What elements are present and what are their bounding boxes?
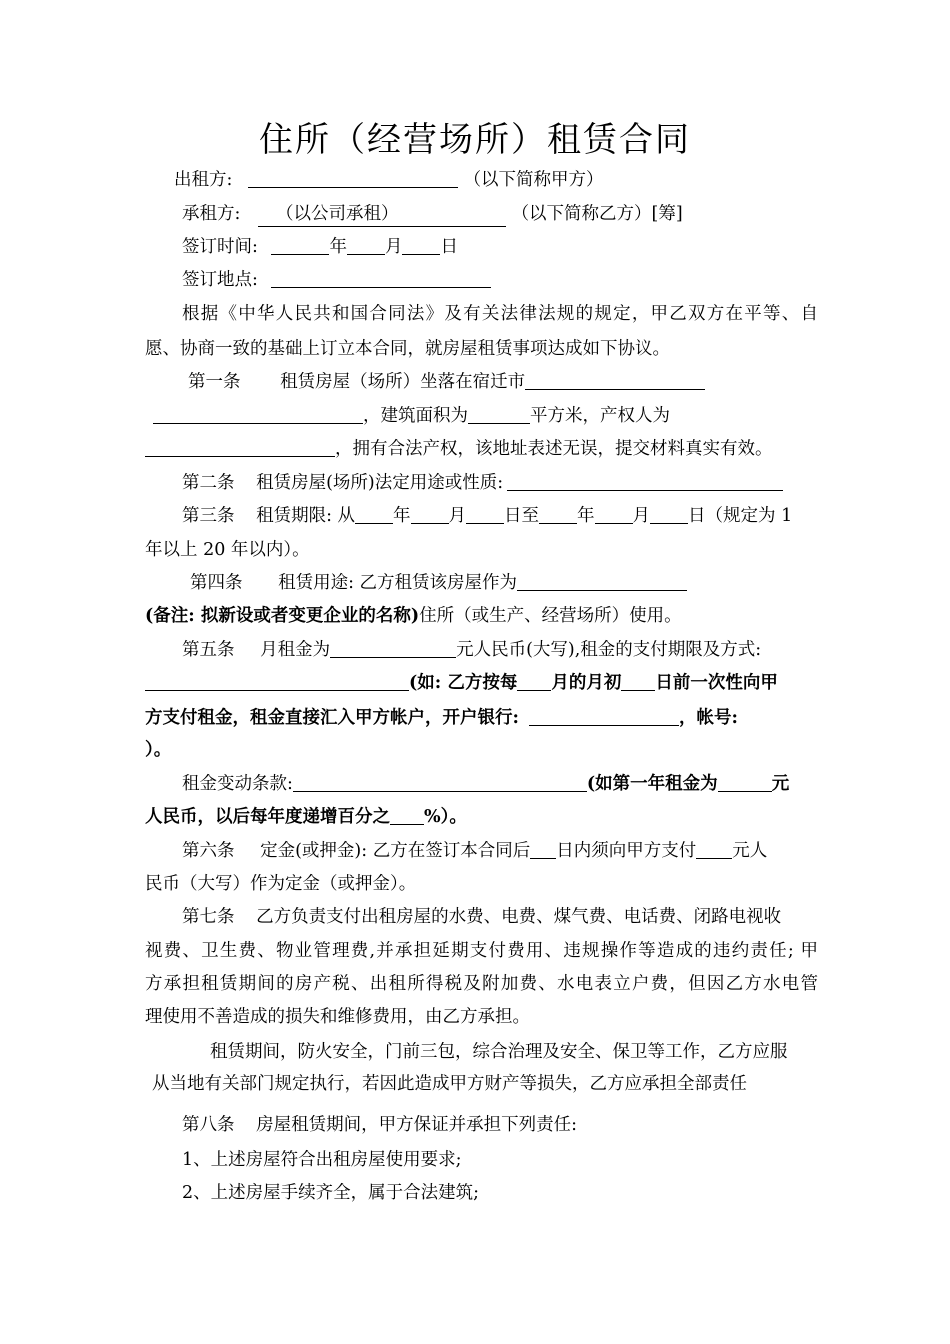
sign-date-label: 签订时间: [182,237,258,257]
article-3-end-month-blank[interactable] [595,505,633,524]
article-3-note-b: 年以上 20 年以内）。 [145,540,310,560]
sign-month-unit: 月 [384,237,403,257]
article-3-year-2: 年 [577,506,595,526]
article-7-line-2: 视费、卫生费、物业管理费,并承担延期支付费用、违规操作等造成的违约责任; 甲 [145,941,818,961]
article-8-item-1: 1、上述房屋符合出租房屋使用要求; [182,1150,462,1170]
article-3-head: 第三条 [182,506,235,526]
article-5-c2: 元 [771,774,790,794]
article-4-tail: 住所（或生产、经营场所）使用。 [419,606,682,626]
article-3-day-to: 日至 [504,506,540,526]
article-3-start-year-blank[interactable] [355,505,393,524]
article-3-note-a: （规定为 1 [705,506,793,526]
sign-day-unit: 日 [440,237,458,257]
page-title: 住所（经营场所）租赁合同 [259,120,691,160]
article-7-para2-line-1: 租赁期间，防火安全，门前三包，综合治理及安全、保卫等工作，乙方应服 [210,1042,788,1062]
sign-place-blank[interactable] [271,269,491,288]
article-5-month-blank[interactable] [517,672,551,691]
article-1-address-blank-2[interactable] [153,405,363,424]
article-3-start-day-blank[interactable] [466,505,504,524]
article-5-head: 第五条 [182,640,235,660]
lessee-suffix: （以下简称乙方）[筹] [511,204,683,224]
article-4-line-2 [145,604,682,628]
article-1-line-1 [188,370,705,394]
article-5-bank-blank[interactable] [529,707,679,726]
article-6-days-blank[interactable] [530,840,556,859]
article-5-change-blank[interactable] [293,773,587,792]
article-6-text-1: 定金(或押金): 乙方在签订本合同后 [260,841,531,861]
article-6-amount-blank[interactable] [696,840,732,859]
article-7-line-3: 方承担租赁期间的房产税、出租所得税及附加费、水电表立户费，但因乙方水电管 [145,974,818,994]
sign-place-label: 签订地点: [182,270,258,290]
article-5-change-line [182,772,789,796]
article-5-b1: (如: 乙方按每 [409,673,518,693]
article-4-line-1 [190,571,687,595]
sign-year-unit: 年 [329,237,347,257]
article-5-day-blank[interactable] [621,672,655,691]
article-3-text: 租赁期限: 从 [256,506,356,526]
preamble-line-1: 根据《中华人民共和国合同法》及有关法律法规的规定，甲乙双方在平等、自 [182,304,818,324]
lessor-label: 出租方: [174,170,233,190]
article-6-head: 第六条 [182,841,235,861]
article-1-area-blank[interactable] [468,405,530,424]
article-7-para2-line-2: 从当地有关部门规定执行，若因此造成甲方财产等损失，乙方应承担全部责任 [152,1074,747,1094]
article-8-item-2: 2、上述房屋手续齐全，属于合法建筑; [182,1183,480,1203]
article-6-text-3: 元人 [732,841,768,861]
article-4-text: 租赁用途: 乙方租赁该房屋作为 [278,573,518,593]
article-8-line [182,1113,577,1137]
article-3-month-1: 月 [448,506,467,526]
sign-date-line [182,235,458,259]
article-8-head: 第八条 [182,1115,235,1135]
sign-day-blank[interactable] [402,236,440,255]
article-6-line-2: 民币（大写）作为定金（或押金）。 [145,874,417,894]
preamble-line-2: 愿、协商一致的基础上订立本合同，就房屋租赁事项达成如下协议。 [145,339,670,359]
article-5-increase-line [145,805,467,829]
article-3-month-2: 月 [632,506,651,526]
article-5-rent-blank[interactable] [330,639,456,658]
article-5-line-2 [145,671,778,695]
article-5-c3: 人民币，以后每年度递增百分之 [145,807,390,827]
article-5-line-1 [182,638,761,662]
sign-year-blank[interactable] [271,236,329,255]
lessor-blank[interactable] [248,169,458,188]
article-4-remark: (备注: 拟新设或者变更企业的名称) [145,606,420,626]
article-5-b4: 方支付租金，租金直接汇入甲方帐户，开户银行: [145,708,519,728]
article-5-line-3 [145,706,738,730]
article-5-payment-blank[interactable] [145,672,409,691]
article-3-year-1: 年 [393,506,411,526]
article-2-line [182,471,783,495]
article-5-b6: ）。 [145,740,172,760]
lessee-line [182,202,683,227]
article-5-c1: (如第一年租金为 [586,774,718,794]
article-3-line-1 [182,504,792,528]
article-7-head: 第七条 [182,907,235,927]
article-2-blank[interactable] [507,472,783,491]
article-1-line-3 [145,437,773,461]
article-1-line-2 [153,404,670,428]
lessee-fill-text: （以公司承租） [275,204,399,224]
article-5-c4: %）。 [424,807,467,827]
article-4-head: 第四条 [190,573,243,593]
article-2-text: 租赁房屋(场所)法定用途或性质: [256,473,504,493]
article-1-text-2: ，建筑面积为 [363,406,468,426]
sign-place-line [182,268,491,292]
article-5-b3: 日前一次性向甲 [655,673,778,693]
article-3-end-day-blank[interactable] [650,505,688,524]
article-5-change-label: 租金变动条款: [182,774,293,794]
article-4-use-blank[interactable] [517,572,687,591]
article-5-first-year-blank[interactable] [718,773,772,792]
article-1-text-4: ，拥有合法产权，该地址表述无误，提交材料真实有效。 [335,439,773,459]
article-5-text-2: 元人民币(大写),租金的支付期限及方式: [456,640,762,660]
article-8-text: 房屋租赁期间，甲方保证并承担下列责任: [256,1115,577,1135]
article-3-end-year-blank[interactable] [539,505,577,524]
lessor-suffix: （以下简称甲方） [463,170,604,190]
article-1-head: 第一条 [188,372,241,392]
sign-month-blank[interactable] [347,236,385,255]
article-5-b2: 月的月初 [551,673,622,693]
article-6-text-2: 日内须向甲方支付 [556,841,697,861]
article-7-line-1 [182,905,781,929]
lessor-line [174,168,604,192]
article-5-b5: ，帐号: [678,708,738,728]
lessee-label: 承租方: [182,204,241,224]
article-5-percent-blank[interactable] [390,806,424,825]
article-7-line-4: 理使用不善造成的损失和维修费用，由乙方承担。 [145,1007,530,1027]
article-1-text-1: 租赁房屋（场所）坐落在宿迁市 [280,372,526,392]
article-2-head: 第二条 [182,473,235,493]
lessee-fill[interactable] [258,202,506,227]
article-3-start-month-blank[interactable] [411,505,449,524]
article-5-text-1: 月租金为 [260,640,331,660]
article-6-line-1 [182,839,767,863]
article-1-owner-blank[interactable] [145,438,335,457]
article-3-day-2: 日 [688,506,706,526]
article-1-address-blank[interactable] [525,371,705,390]
article-1-text-3: 平方米，产权人为 [530,406,670,426]
article-7-text-1: 乙方负责支付出租房屋的水费、电费、煤气费、电话费、闭路电视收 [256,907,782,927]
